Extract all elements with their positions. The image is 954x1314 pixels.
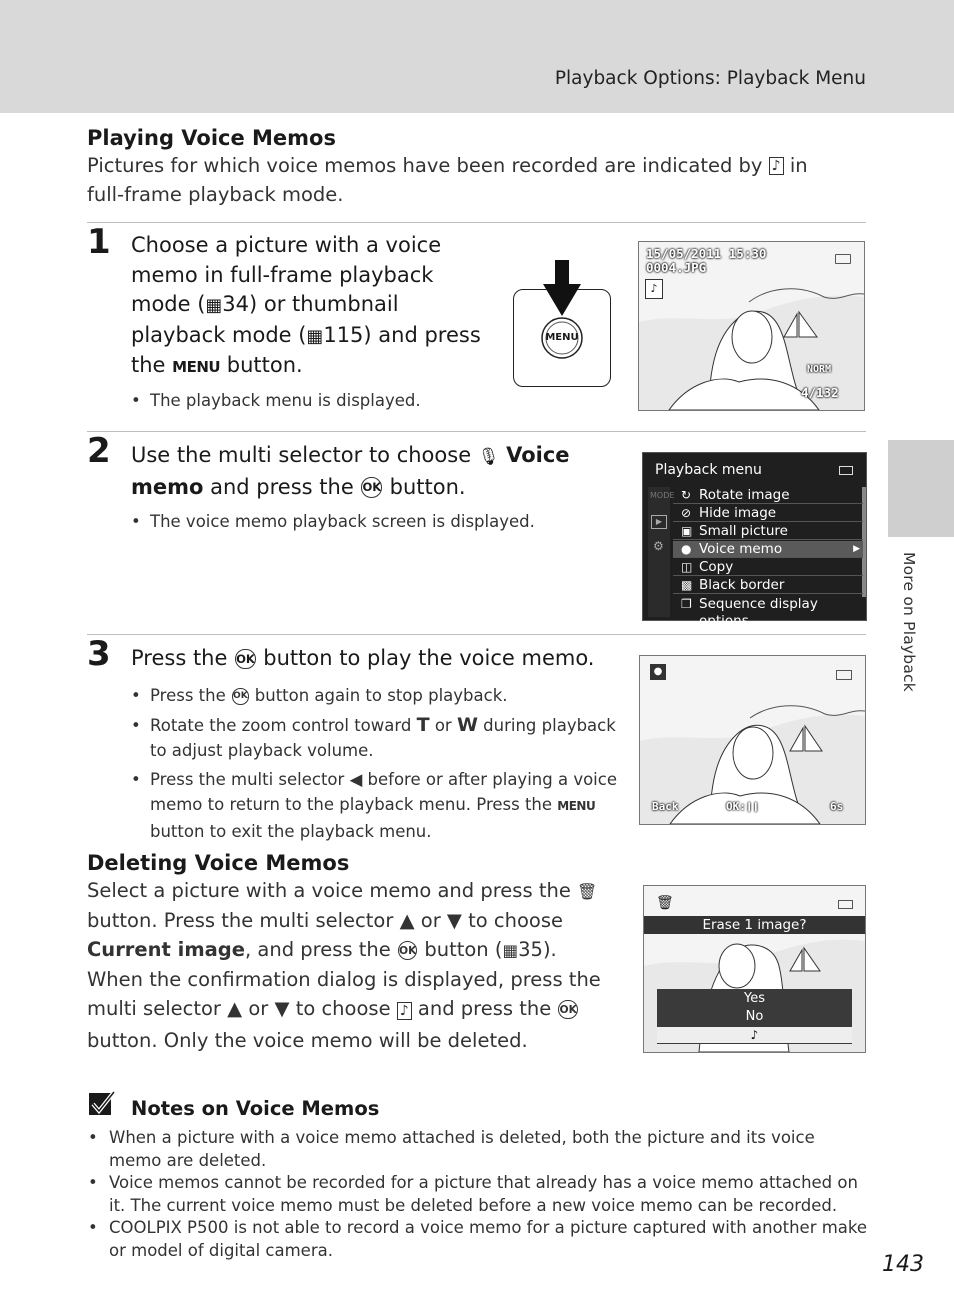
step3-text-a: Press the [131,646,228,670]
ok-button-icon: OK [558,1000,577,1019]
menu-glyph: MENU [172,358,221,376]
menu-button-illustration [513,258,611,386]
step3-bullet-1: • Press the OK button again to stop playback. [131,683,620,708]
microphone-icon: ● [650,664,666,680]
ok-button-icon: OK [235,649,255,669]
menu-side-tabs [648,487,675,617]
step1-text-c: ) and press the [131,322,481,377]
menu-item-black-border[interactable]: ▩ Black border [673,577,863,594]
battery-icon [835,254,851,264]
ok-button-icon: OK [361,477,381,497]
menu-item-copy[interactable]: ◫ Copy [673,559,863,576]
current-image-bold: Current image [87,938,245,961]
side-tab [888,440,954,537]
battery-icon [839,466,853,475]
playback-time: 6s [830,800,844,813]
section-title-deleting: Deleting Voice Memos [87,851,350,875]
menu-item-small-picture[interactable]: ▣ Small picture [673,523,863,540]
trash-icon: 🗑 [656,895,674,911]
erase-options [657,989,852,1044]
microphone-icon: ● [681,542,692,556]
erase-prompt: Erase 1 image? [644,916,865,934]
step3-bullet-2: • Rotate the zoom control toward T or W during playback to adjust playback volume. [131,713,620,763]
header-band [0,0,954,113]
menu-item-sequence-display[interactable]: ❐ Sequence display options [681,596,818,629]
screen-filename: 0004.JPG [646,260,707,275]
intro-text-b: in full-frame playback mode. [87,154,808,206]
back-label: Back [652,800,679,813]
voice-memo-icon: ♪ [769,157,784,175]
step3-text-b: button to play the voice memo. [263,646,595,670]
erase-confirm-screen [643,885,866,1053]
playback-tab-icon[interactable]: ▶ [651,515,667,529]
sequence-icon: ❐ [681,597,692,611]
playback-screen [638,241,865,411]
section-title-playing: Playing Voice Memos [87,126,336,150]
down-arrow-glyph: ▼ [274,997,290,1020]
side-tab-label: More on Playback [900,552,918,692]
note-item: • Voice memos cannot be recorded for a picture that already has a voice memo attached on it. The current voice memo must be deleted before a new voice memo can be recorded. [88,1172,869,1217]
step2-text-a: Use the multi selector to choose [131,443,472,467]
step1-text-d: button. [226,353,303,377]
option-yes[interactable]: Yes [744,991,765,1006]
frame-counter: 4/132 [801,385,839,400]
step2-bullet: • The voice memo playback screen is displayed. [131,509,590,534]
menu-item-hide-image[interactable]: ⊘ Hide image [673,505,863,522]
deleting-paragraph: Select a picture with a voice memo and press the 🗑 button. Press the multi selector ▲ or ▼ to choose Current image, and press the OK button (▦35). When the confirmation dialog is displayed, press the multi selector ▲ or ▼ to choose ♪ and press the OK button. Only the voice memo will be deleted. [87,879,601,1052]
section-header: Playback Options: Playback Menu [554,68,866,89]
step1-text-a: Choose a picture with a voice memo in full-frame playback mode ( [131,233,442,316]
small-picture-icon: ▣ [681,524,693,538]
step1-bullet: • The playback menu is displayed. [131,388,510,413]
step3-bullet-3: • Press the multi selector ◀ before or after playing a voice memo to return to the playback menu. Press the MENU button to exit the playback menu. [131,767,620,844]
intro-paragraph [87,151,847,209]
menu-item-rotate-image[interactable]: ↻ Rotate image [673,487,863,504]
menu-title: Playback menu [655,462,762,478]
intro-text-a: Pictures for which voice memos have been recorded are indicated by [87,154,763,177]
mode-tab[interactable]: MODE [650,491,675,500]
step-number-1: 1 [87,222,111,262]
step-number-2: 2 [87,431,111,471]
copy-icon: ◫ [681,560,693,574]
battery-icon [838,900,853,909]
down-arrow-glyph: ▼ [446,909,462,932]
divider [87,431,866,432]
playback-menu-screen [642,452,867,629]
voice-memo-glyph: ♪ [397,1002,412,1020]
rotate-icon: ↻ [681,488,692,502]
battery-icon [836,670,852,680]
zoom-w-glyph: W [456,714,478,736]
step3-text [131,644,611,674]
step1-ref1: 34 [222,292,250,316]
trash-icon: 🗑 [577,882,598,901]
arrow-down-icon [513,258,611,386]
book-ref-icon: ▦ [306,325,324,347]
page-number: 143 [882,1252,924,1277]
left-arrow-glyph: ◀ [349,770,363,789]
notes-title: Notes on Voice Memos [131,1097,380,1120]
voice-memo-icon: ♪ [645,279,663,299]
step2-text [131,441,601,502]
menu-glyph: MENU [557,799,596,813]
step2-text-b: and press the [210,474,354,499]
menu-item-voice-memo[interactable]: ● Voice memo ▶ [673,541,863,558]
step2-voice-memo: Voice memo [131,443,570,499]
note-item: • When a picture with a voice memo attached is deleted, both the picture and its voice memo are deleted. [88,1127,869,1172]
checkmark-icon [88,1090,116,1118]
step1-text-b: ) or thumbnail playback mode ( [131,292,399,347]
up-arrow-glyph: ▲ [227,997,243,1020]
zoom-t-glyph: T [416,714,430,736]
ok-button-icon: OK [232,688,249,705]
screen-date: 15/05/2011 15:30 [646,246,767,261]
divider [87,222,866,223]
portrait-photo-illustration [640,656,865,824]
step1-ref2: 115 [323,322,364,347]
black-border-icon: ▩ [681,578,693,592]
divider [87,634,866,635]
up-arrow-glyph: ▲ [399,909,415,932]
step2-text-c: button. [389,474,466,499]
step1-text [131,231,496,383]
note-item: • COOLPIX P500 is not able to record a voice memo for a picture captured with another make or model of digital camera. [88,1217,869,1262]
chevron-right-icon: ▶ [853,544,860,554]
option-voice-memo[interactable]: ♪ [657,1027,852,1043]
menu-button-label: MENU [545,332,579,343]
hide-icon: ⊘ [681,506,692,520]
option-no[interactable]: No [745,1009,764,1024]
setup-tab-icon[interactable]: ⚙ [653,539,664,553]
step-number-3: 3 [87,634,111,674]
image-quality: NORM [807,364,832,375]
voice-memo-playback-screen [639,655,866,825]
book-ref-icon: ▦ [205,295,223,316]
microphone-icon: 🎙 [477,447,500,467]
ok-pause-icon: OK:❙❙ [726,800,760,813]
book-ref-icon: ▦ [502,941,519,960]
ok-button-icon: OK [398,941,417,960]
